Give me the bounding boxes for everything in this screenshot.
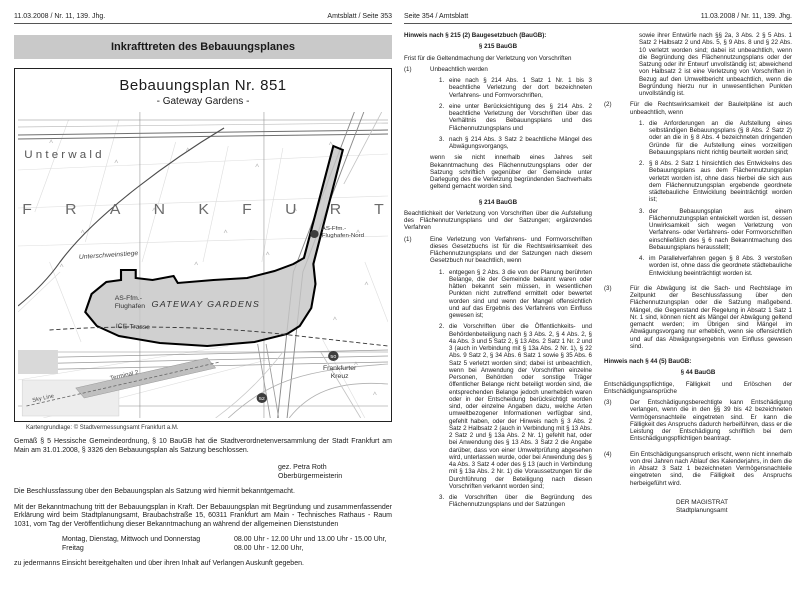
para-44-heading: § 44 BauGB xyxy=(680,369,716,377)
para-44-subtitle: Entschädigungspflichtige, Fälligkeit und Erlöschen der Entschädigungsansprüche xyxy=(604,380,792,395)
page-353 xyxy=(14,13,392,569)
header-date: 11.03.2008 / Nr. 11, 139. Jhg. xyxy=(14,13,106,20)
plan-area-polygon xyxy=(85,146,343,346)
resolution-paragraph: Gemäß § 5 Hessische Gemeindeordnung, § 10 BauGB hat die Stadtverordnetenversammlung der Stadt Frankfurt am Main am 31.01.2008, § 3326 den Bebauungsplan als Satzung beschlossen. xyxy=(14,438,392,454)
label-gateway-gardens: GATEWAY GARDENS xyxy=(151,299,261,309)
magistrat-line1: DER MAGISTRAT xyxy=(676,498,729,506)
hours-times-row1: 08.00 Uhr - 12.00 Uhr und 13.00 Uhr - 15.00 Uhr, xyxy=(234,536,387,544)
page-354 xyxy=(404,13,792,517)
svg-text:52: 52 xyxy=(258,396,265,403)
legal-text-column-1 xyxy=(404,32,592,517)
svg-text:50: 50 xyxy=(330,354,337,361)
list-item: 2. die Vorschriften über die Öffentlichkeits- und Behördenbeteiligung nach § 3 Abs. 2, § 4 Abs. 2, § 4a Abs. 3 und 5 Satz 2, § 13 Abs. 2 Satz 1 Nr. 2 und 3 (auch in Verbindung mit § 13a Abs. 2 Nr. 1), § 22 Abs. 9 Satz 2, § 34 Abs. 6 Satz 1 sowie § 35 Abs. 6 Satz 5 verletzt worden sind; dabei ist unbeachtlich, wenn bei Anwendung der Vorschriften einzelne Personen, Behörden oder sonstige Träger öffentlicher Belange nicht beteiligt worden sind, die entsprechenden Belange jedoch unerheblich waren oder in der Entscheidung berücksichtigt worden sind, oder einzelne Angaben dazu, welche Arten umweltbezogener Informationen verfügbar sind, gefehlt haben, oder der Hinweis nach § 3 Abs. 2 Satz 2 Halbsatz 2 (auch in Verbindung mit § 13 Abs. 2 Satz 2 und § 13a Abs. 2 Nr. 1) gefehlt hat, oder bei Anwendung des § 13 Abs. 3 Satz 2 die Angabe darüber, dass von einer Umweltprüfung abgesehen wird, unterlassen wurde, oder bei Anwendung des § 4a Abs. 3 Satz 4 oder des § 13 (auch in Verbindung mit § 13a Abs. 2 Nr. 1) die Voraussetzungen für die Durchführung der Beteiligung nach diesen Vorschriften verkannt worden sind; xyxy=(439,323,592,490)
para-44-abs3: (3) Der Entschädigungsberechtigte kann Entschädigung verlangen, wenn die in den §§ 39 bis 42 bezeichneten Vermögensnachteile eingetreten sind. Er kann die Fälligkeit des Anspruchs dadurch herbeiführen, dass er die Leistung der Entschädigung schriftlich bei dem Entschädigungspflichtigen beantragt. xyxy=(604,399,792,443)
hours-days-row2: Freitag xyxy=(62,545,84,553)
opening-hours xyxy=(62,535,392,553)
label-skyline: Sky Line xyxy=(31,393,55,404)
para-215-heading: § 215 BauGB xyxy=(478,43,518,51)
announcement-paragraph: Die Beschlussfassung über den Bebauungsplan als Satzung wird hiermit bekanntgemacht. xyxy=(14,487,295,495)
city-map xyxy=(18,112,388,418)
list-item: 4. im Parallelverfahren gegen § 8 Abs. 3 verstoßen worden ist, ohne dass die geordnete städtebauliche Entwicklung beeinträchtigt worden ist. xyxy=(639,255,792,277)
legal-text-column-2 xyxy=(604,32,792,517)
header-date: 11.03.2008 / Nr. 11, 139. Jhg. xyxy=(700,13,792,20)
list-item: 1. die Anforderungen an die Aufstellung eines selbständigen Bebauungsplans (§ 8 Abs. 2 Satz 2) oder an die in § 8 Abs. 4 bezeichneten dringenden Gründe für die Aufstellung eines vorzeitigen Bebauungsplans nicht richtig beurteilt worden sind; xyxy=(639,119,792,156)
hours-days-row1: Montag, Dienstag, Mittwoch und Donnerstag xyxy=(62,536,201,544)
signature-block xyxy=(278,463,378,481)
list-item: 2. eine unter Berücksichtigung des § 214 Abs. 2 beachtliche Verletzung der Vorschriften über das Verhältnis des Bebauungsplans und des Flächennutzungsplans und xyxy=(439,102,592,132)
header-page-number: Seite 354 / Amtsblatt xyxy=(404,13,469,20)
junction-badge-52 xyxy=(257,393,268,403)
para-44-abs4: (4) Ein Entschädigungsanspruch erlischt, wenn nicht innerhalb von drei Jahren nach Ablauf des Kalenderjahrs, in dem die in Absatz 3 Satz 1 bezeichneten Vermögensnachteile eingetreten sind, die Fälligkeit des Anspruchs herbeigeführt wird. xyxy=(604,450,792,487)
terminal2-building xyxy=(76,358,216,398)
label-terminal2: Terminal 2 xyxy=(109,369,140,382)
final-paragraph: zu jedermanns Einsicht bereitgehalten und über ihren Inhalt auf Verlangen Auskunft gegeben. xyxy=(14,560,304,568)
map-title: Bebauungsplan Nr. 851 xyxy=(119,77,287,94)
label-ice-trasse: ICE-Trasse xyxy=(115,323,151,332)
para-215-abs1-closing: wenn sie nicht innerhalb eines Jahres seit Bekanntmachung des Flächennutzungsplans oder der Satzung schriftlich gegenüber der Gemeinde unter Darlegung des die Verletzung begründenden Sachverhalts geltend gemacht worden sind. xyxy=(430,154,592,191)
junction-badge-small xyxy=(310,230,318,238)
para-215-subtitle: Frist für die Geltendmachung der Verletzung von Vorschriften xyxy=(404,54,572,62)
para-214-abs1-item3-continuation: sowie ihrer Entwürfe nach §§ 2a, 3 Abs. 2 § 5 Abs. 1 Satz 2 Halbsatz 2 und Abs. 5, § 9 Abs. 8 und § 22 Abs. 10 verletzt worden sind; dabei ist unbeachtlich, wenn die Begründung des Flächennutzungsplans oder der Satzung oder ihr Entwurf unvollständig ist; abweichend von Halbsatz 2 ist eine Verletzung von Vorschriften in Bezug auf den Umweltbericht unbeachtlich, wenn die Begründung hierzu nur in unwesentlichen Punkten unvollständig ist. xyxy=(639,32,792,97)
para-214-abs1: (1) Eine Verletzung von Verfahrens- und Formvorschriften dieses Gesetzbuchs ist für die Rechtswirksamkeit des Flächennutzungsplans und der Satzungen nach diesem Gesetzbuch nur beachtlich, wenn 1. entgegen § 2 Abs. 3 die von der Planung berührten Belange, die der Gemeinde bekannt waren oder hätten bekannt sein müssen, in wesentlichen Punkten nicht zutreffend ermittelt oder bewertet worden sind und wenn der Mangel offensichtlich und auf das Ergebnis des Verfahrens von Einfluss gewesen ist; 2. die Vorschriften über die Öffentlichkeits- und Behördenbeteiligung nach § 3 Abs. 2, § 4 Abs. 2, § 4a Abs. 3 und 5 Satz 2, § 13 Abs. 2 Satz 1 Nr. 2 und 3 (auch in Verbindung mit § 13a Abs. 2 Nr. 1), § 22 Abs. 9 Satz 2, § 34 Abs. 6 Satz 1 sowie § 35 Abs. 6 Satz 5 verletzt worden sind; dabei ist unbeachtlich, wenn bei Anwendung der Vorschriften einzelne Personen, Behörden oder sonstige Träger öffentlicher Belange nicht beteiligt worden sind, die entsprechenden Belange jedoch unerheblich waren oder in der Entscheidung berücksichtigt worden sind, oder einzelne Angaben dazu, welche Arten umweltbezogener Informationen verfügbar sind, gefehlt haben, oder der Hinweis nach § 3 Abs. 2 Satz 2 Halbsatz 2 (auch in Verbindung mit § 13 Abs. 2 Satz 2 und § 13a Abs. 2 Nr. 1) gefehlt hat, oder bei Anwendung des § 13 Abs. 3 Satz 2 die Angabe darüber, dass von einer Umweltprüfung abgesehen wird, unterlassen wurde, oder bei Anwendung des § 4a Abs. 3 Satz 4 oder des § 13 (auch in Verbindung mit § 13a Abs. 2 Nr. 1) die Voraussetzungen für die Durchführung der Beteiligung nach diesen Vorschriften verkannt worden sind; 3. die Vorschriften über die Begründung des Flächennutzungsplans und der Satzungen xyxy=(404,235,592,509)
para-214-subtitle: Beachtlichkeit der Verletzung von Vorschriften über die Aufstellung des Flächennutzungsplans und der Satzungen; ergänzendes Verfahren xyxy=(404,209,592,232)
para-214-abs3: (3) Für die Abwägung ist die Sach- und Rechtslage im Zeitpunkt der Beschlussfassung über den Flächennutzungsplan oder die Satzung maßgebend. Mängel, die Gegenstand der Regelung in Absatz 1 Satz 1 Nr. 1 sind, können nicht als Mängel der Abwägung geltend gemacht werden; im Übrigen sind Mängel im Abwägungsvorgang nur erheblich, wenn sie offensichtlich und auf das Abwägungsergebnis von Einfluss gewesen sind. xyxy=(604,284,792,350)
list-item: 3. nach § 214 Abs. 3 Satz 2 beachtliche Mängel des Abwägungsvorgangs, xyxy=(439,135,592,150)
junction-badge-50 xyxy=(328,351,339,361)
magistrat-line2: Stadtplanungsamt xyxy=(676,507,728,515)
page-header-left xyxy=(14,13,392,24)
label-as-flughafen-2: Flughafen xyxy=(114,303,146,310)
hinweis-215-heading: Hinweis nach § 215 (2) Baugesetzbuch (BauGB): xyxy=(404,32,547,39)
hinweis-44-heading: Hinweis nach § 44 (5) BauGB: xyxy=(604,358,692,365)
hours-times-row2: 08.00 Uhr - 12.00 Uhr, xyxy=(234,545,304,553)
para-214-abs2: (2) Für die Rechtswirksamkeit der Bauleitpläne ist auch unbeachtlich, wenn 1. die Anforderungen an die Aufstellung eines selbständigen Bebauungsplans (§ 8 Abs. 2 Satz 2) oder an die in § 8 Abs. 4 bezeichneten dringenden Gründe für die Aufstellung eines vorzeitigen Bebauungsplans nicht richtig beurteilt worden sind; 2. § 8 Abs. 2 Satz 1 hinsichtlich des Entwickelns des Bebauungsplans aus dem Flächennutzungsplan verletzt worden ist, ohne dass hierbei die sich aus dem Flächennutzungsplan ergebende geordnete städtebauliche Entwicklung beeinträchtigt worden ist; 3. der Bebauungsplan aus einem Flächennutzungsplan entwickelt worden ist, dessen Unwirksamkeit sich wegen Verletzung von Verfahrens- oder Verfahrens- oder Formvorschriften einschließlich des § 6 nach Bekanntmachung des Bebauungsplans herausstellt; 4. im Parallelverfahren gegen § 8 Abs. 3 verstoßen worden ist, ohne dass die geordnete städtebauliche Entwicklung beeinträchtigt worden ist. xyxy=(604,101,792,277)
para-214-heading: § 214 BauGB xyxy=(478,198,518,206)
label-unterwald: Unterwald xyxy=(24,149,105,161)
para-215-abs1: (1) Unbeachtlich werden 1. eine nach § 214 Abs. 1 Satz 1 Nr. 1 bis 3 beachtliche Verletzung der dort bezeichneten Verfahrens- und Formvorschriften, 2. eine unter Berücksichtigung des § 214 Abs. 2 beachtliche Verletzung der Vorschriften über das Verhältnis des Bebauungsplans und des Flächennutzungsplans und 3. nach § 214 Abs. 3 Satz 2 beachtliche Mängel des Abwägungsvorgangs, wenn sie nicht innerhalb eines Jahres seit Bekanntmachung des Flächennutzungsplans oder der Satzung schriftlich gegenüber der Gemeinde unter Darlegung des die Verletzung begründenden Sachverhalts geltend gemacht worden sind. xyxy=(404,65,592,191)
label-frankfurter-kreuz-1: Frankfurter xyxy=(322,365,357,372)
label-as-nord-1: AS-Ffm.- xyxy=(321,226,347,232)
label-as-flughafen-1: AS-Ffm.- xyxy=(114,295,142,302)
header-page-number: Amtsblatt / Seite 353 xyxy=(327,13,392,20)
label-as-nord-2: Flughafen-Nord xyxy=(321,233,365,239)
page-title: Inkrafttreten des Bebauungsplanes xyxy=(14,35,392,59)
list-item: 1. eine nach § 214 Abs. 1 Satz 1 Nr. 1 bis 3 beachtliche Verletzung der dort bezeichneten Verfahrens- und Formvorschriften, xyxy=(439,77,592,99)
list-item: 1. entgegen § 2 Abs. 3 die von der Planung berührten Belange, die der Gemeinde bekannt waren oder hätten bekannt sein müssen, in wesentlichen Punkten nicht zutreffend ermittelt oder bewertet worden sind und wenn der Mangel offensichtlich und auf das Ergebnis des Verfahrens von Einfluss gewesen ist; xyxy=(439,268,592,319)
list-item: 2. § 8 Abs. 2 Satz 1 hinsichtlich des Entwickelns des Bebauungsplans aus dem Flächennutzungsplan verletzt worden ist, ohne dass hierbei die sich aus dem Flächennutzungsplan ergebende geordnete städtebauliche Entwicklung beeinträchtigt worden ist; xyxy=(639,160,792,204)
label-unterschweinstiege: Unterschweinstiege xyxy=(78,250,139,261)
map-caption: Kartengrundlage: © Stadtvermessungsamt Frankfurt a.M. xyxy=(26,425,179,431)
inspection-paragraph: Mit der Bekanntmachung tritt der Bebauungsplan in Kraft. Der Bebauungsplan mit Begründung und zusammenfassender Erklärung wird beim Stadtplanungsamt, Braubachstraße 15, 60311 Frankfurt am Main - Technisches Rathaus - Raum 1031, vom Tag der Veröffentlichung dieser Bekanntmachung an während der allgemeinen Dienststunden xyxy=(14,503,392,529)
signature-name: gez. Petra Roth xyxy=(278,463,327,471)
signature-title: Oberbürgermeisterin xyxy=(278,472,343,480)
list-item: 3. der Bebauungsplan aus einem Flächennutzungsplan entwickelt worden ist, dessen Unwirksamkeit sich wegen Verletzung von Verfahrens- oder Verfahrens- oder Formvorschriften einschließlich des § 6 nach Bekanntmachung des Bebauungsplans herausstellt; xyxy=(639,207,792,251)
list-item: 3. die Vorschriften über die Begründung des Flächennutzungsplans und der Satzungen xyxy=(439,494,592,509)
label-frankfurter-kreuz-2: Kreuz xyxy=(330,373,349,380)
map-subtitle: - Gateway Gardens - xyxy=(156,96,250,107)
page-header-right xyxy=(404,13,792,24)
magistrat-signature xyxy=(604,499,792,516)
label-frankfurt: FRANKFURT xyxy=(22,201,384,218)
map-figure xyxy=(14,68,392,422)
